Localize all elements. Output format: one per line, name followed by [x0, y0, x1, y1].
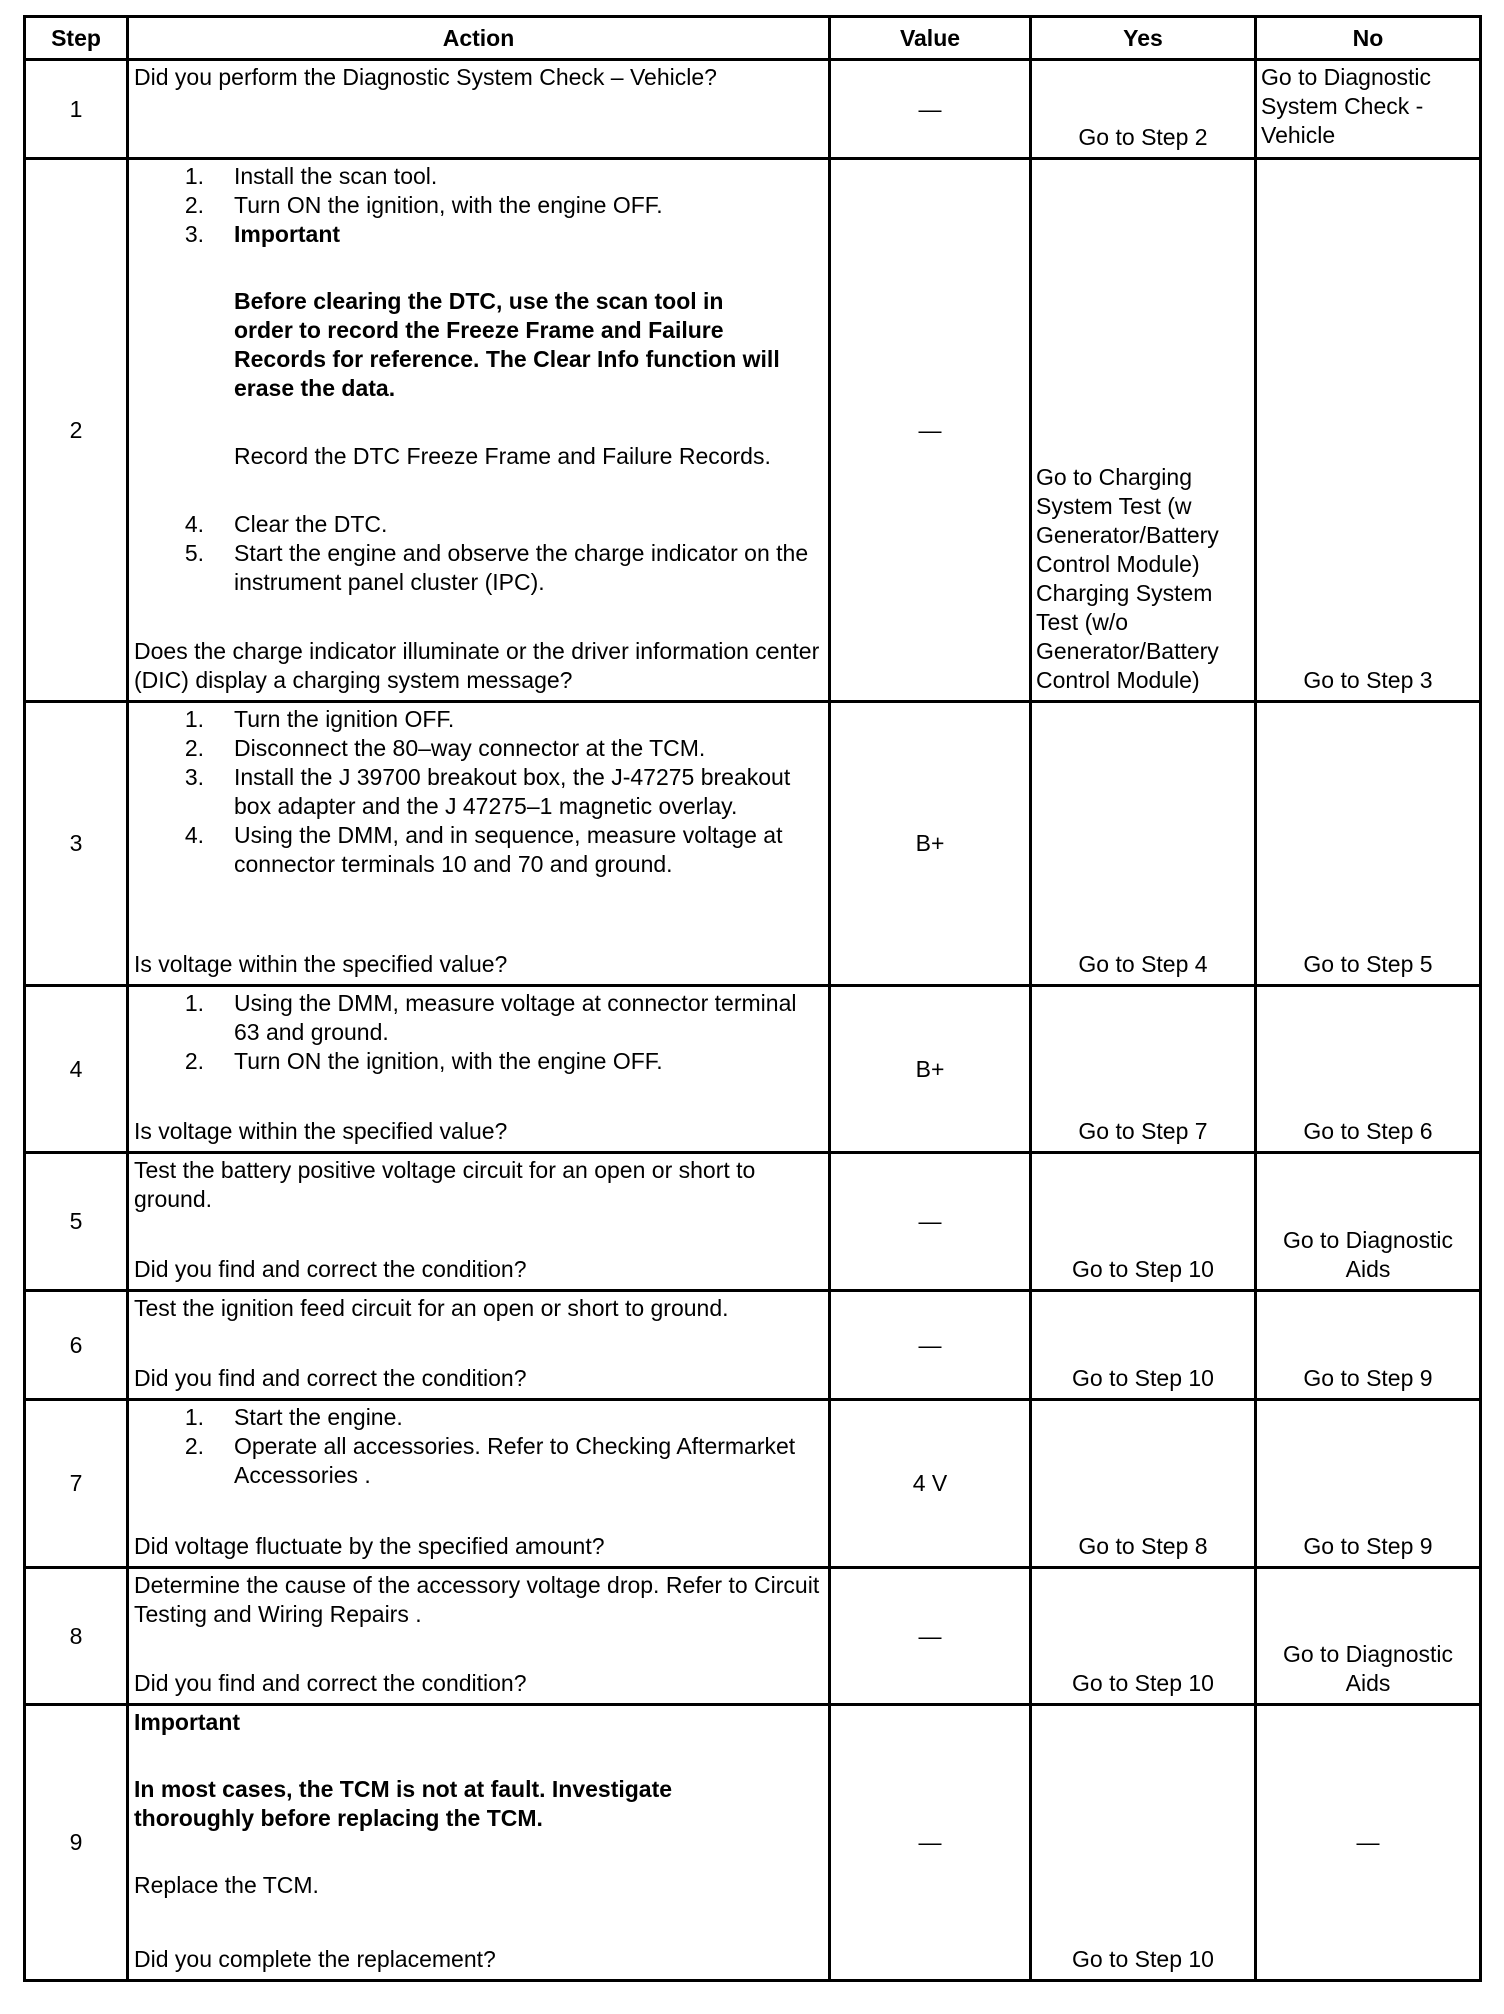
question-text: Is voltage within the specified value?: [134, 1118, 508, 1144]
step-number: 4: [25, 986, 128, 1153]
step-number: 7: [25, 1400, 128, 1568]
value: 4 V: [830, 1400, 1031, 1568]
question-text: Did voltage fluctuate by the specified amount?: [134, 1533, 605, 1559]
item-number: 1.: [184, 163, 204, 189]
item-number: 2.: [184, 735, 204, 761]
table-row: [25, 1568, 1481, 1705]
table-row: [25, 1705, 1481, 1981]
item-number: 1.: [184, 990, 204, 1016]
item-number: 2.: [184, 192, 204, 218]
table-row: [25, 702, 1481, 986]
step-number: 5: [25, 1153, 128, 1291]
yes-link[interactable]: Go to Step 10: [1072, 1365, 1214, 1391]
step-number: 1: [25, 60, 128, 159]
table-row: [25, 986, 1481, 1153]
table-row: [25, 1400, 1481, 1568]
item-text: Start the engine.: [234, 1404, 403, 1430]
value: —: [830, 60, 1031, 159]
item-number: 2.: [184, 1433, 204, 1459]
header-no: No: [1256, 17, 1481, 60]
list-item: [134, 989, 822, 1047]
item-number: 3.: [184, 764, 204, 790]
item-number: 3.: [184, 221, 204, 247]
item-number: 1.: [184, 1404, 204, 1430]
item-text: Install the J 39700 breakout box, the J-47275 breakout box adapter and the J 47275–1 magnetic overlay.: [234, 764, 791, 819]
yes-link[interactable]: Go to Step 10: [1072, 1670, 1214, 1696]
important-label: Important: [134, 1709, 241, 1735]
item-text: Start the engine and observe the charge indicator on the instrument panel cluster (IPC).: [234, 540, 809, 595]
header-yes: Yes: [1031, 17, 1256, 60]
question-text: Did you find and correct the condition?: [134, 1365, 527, 1391]
no-link[interactable]: Go to Step 3: [1303, 667, 1433, 693]
no-link[interactable]: Go to Diagnostic Aids: [1282, 1227, 1454, 1282]
list-item: [134, 821, 822, 879]
list-item: [134, 191, 822, 220]
yes-link[interactable]: Go to Step 4: [1078, 951, 1208, 977]
header-row: [25, 17, 1481, 60]
header-value: Value: [830, 17, 1031, 60]
list-item: [134, 510, 822, 539]
yes-link[interactable]: Go to Charging System Test (w Generator/Battery Control Module) Charging System Test (w/o Generator/Battery Control Module): [1036, 464, 1219, 693]
table-row: [25, 159, 1481, 702]
step-number: 6: [25, 1291, 128, 1400]
record-text: Record the DTC Freeze Frame and Failure Records.: [234, 443, 771, 469]
list-item: [134, 1403, 822, 1432]
table-row: [25, 1291, 1481, 1400]
action-text: Determine the cause of the accessory voltage drop. Refer to Circuit Testing and Wiring Repairs .: [134, 1572, 820, 1627]
item-text: Using the DMM, and in sequence, measure voltage at connector terminals 10 and 70 and ground.: [234, 822, 783, 877]
no-link[interactable]: Go to Diagnostic System Check - Vehicle: [1261, 64, 1432, 148]
value: —: [830, 159, 1031, 702]
table-row: [25, 1153, 1481, 1291]
step-number: 2: [25, 159, 128, 702]
item-text: Disconnect the 80–way connector at the TCM.: [234, 735, 706, 761]
action-text: Did you perform the Diagnostic System Check – Vehicle?: [134, 64, 717, 90]
header-action: Action: [128, 17, 830, 60]
yes-link[interactable]: Go to Step 10: [1072, 1256, 1214, 1282]
no-link[interactable]: Go to Diagnostic Aids: [1282, 1641, 1454, 1696]
value: —: [830, 1153, 1031, 1291]
no-link[interactable]: Go to Step 9: [1303, 1533, 1433, 1559]
item-text: Install the scan tool.: [234, 163, 438, 189]
no-link[interactable]: Go to Step 9: [1303, 1365, 1433, 1391]
item-text: Clear the DTC.: [234, 511, 388, 537]
list-item: [134, 705, 822, 734]
value: B+: [830, 702, 1031, 986]
item-number: 1.: [184, 706, 204, 732]
step-number: 9: [25, 1705, 128, 1981]
item-text: Turn ON the ignition, with the engine OFF.: [234, 1048, 663, 1074]
value: —: [830, 1705, 1031, 1981]
diagnostic-table: [23, 15, 1482, 1982]
replace-text: Replace the TCM.: [134, 1872, 319, 1898]
item-text: Turn ON the ignition, with the engine OFF.: [234, 192, 663, 218]
item-number: 4.: [184, 511, 204, 537]
value: B+: [830, 986, 1031, 1153]
important-text: Before clearing the DTC, use the scan tool in order to record the Freeze Frame and Failure Records for reference. The Clear Info function will erase the data.: [234, 288, 780, 401]
yes-link[interactable]: Go to Step 8: [1078, 1533, 1208, 1559]
list-item: [134, 539, 822, 597]
action-text: Test the ignition feed circuit for an open or short to ground.: [134, 1295, 729, 1321]
list-item: [134, 1432, 822, 1490]
step-number: 3: [25, 702, 128, 986]
list-item: [134, 1047, 822, 1076]
header-step: Step: [25, 17, 128, 60]
item-number: 4.: [184, 822, 204, 848]
step-number: 8: [25, 1568, 128, 1705]
item-text: Using the DMM, measure voltage at connector terminal 63 and ground.: [234, 990, 797, 1045]
no-link[interactable]: Go to Step 5: [1303, 951, 1433, 977]
action-text: Test the battery positive voltage circuit for an open or short to ground.: [134, 1157, 756, 1212]
question-text: Does the charge indicator illuminate or the driver information center (DIC) display a charging system message?: [134, 638, 820, 693]
yes-link[interactable]: Go to Step 2: [1078, 124, 1208, 150]
item-text: Turn the ignition OFF.: [234, 706, 455, 732]
yes-link[interactable]: Go to Step 7: [1078, 1118, 1208, 1144]
question-text: Did you complete the replacement?: [134, 1946, 496, 1972]
question-text: Did you find and correct the condition?: [134, 1256, 527, 1282]
item-text: Operate all accessories. Refer to Checking Aftermarket Accessories .: [234, 1433, 796, 1488]
question-text: Did you find and correct the condition?: [134, 1670, 527, 1696]
item-number: 5.: [184, 540, 204, 566]
list-item: [134, 734, 822, 763]
value: —: [830, 1291, 1031, 1400]
yes-link[interactable]: Go to Step 10: [1072, 1946, 1214, 1972]
important-label: Important: [234, 221, 341, 247]
no-value: —: [1256, 1705, 1481, 1981]
table-row: [25, 60, 1481, 159]
list-item: [134, 220, 822, 249]
question-text: Is voltage within the specified value?: [134, 951, 508, 977]
important-text: In most cases, the TCM is not at fault. Investigate thoroughly before replacing the TCM.: [134, 1776, 673, 1831]
list-item: [134, 763, 822, 821]
item-number: 2.: [184, 1048, 204, 1074]
no-link[interactable]: Go to Step 6: [1303, 1118, 1433, 1144]
value: —: [830, 1568, 1031, 1705]
list-item: [134, 162, 822, 191]
